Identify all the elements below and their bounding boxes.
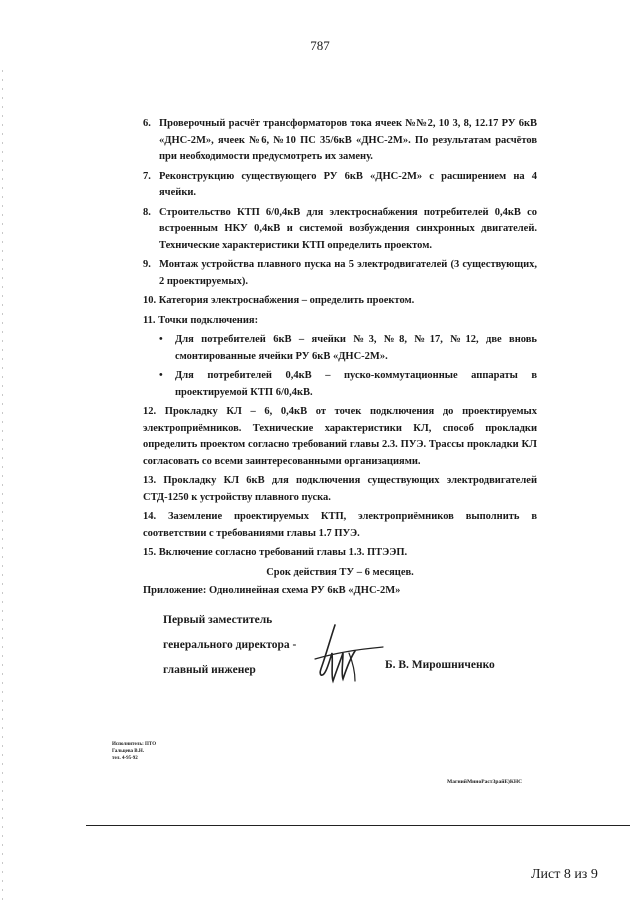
item-text: Точки подключения:	[158, 314, 259, 326]
item-text: Строительство КТП 6/0,4кВ для электроснабжения потребителей 0,4кВ со встроенным НКУ 0,4кВ и системой возбуждения синхронных двигателей. Технические характеристики КТП определить проектом.	[159, 206, 537, 251]
item-number: 15.	[143, 547, 157, 558]
list-item	[143, 205, 537, 255]
item-number: 12.	[143, 406, 157, 417]
executor-info	[112, 741, 156, 762]
sub-list-item	[143, 368, 537, 401]
handwritten-signature	[305, 623, 385, 685]
appendix-note: Приложение: Однолинейная схема РУ 6кВ «ДНС-2М»	[143, 585, 401, 596]
item-number: 14.	[143, 511, 157, 522]
list-item	[143, 293, 537, 310]
scan-margin-artifact	[2, 70, 3, 900]
item-number: 10.	[143, 295, 157, 306]
signatory-title-line: генерального директора -	[163, 639, 297, 651]
list-item	[143, 313, 537, 330]
item-number: 11.	[143, 314, 156, 326]
item-text: Прокладку КЛ 6кВ для подключения существующих электродвигателей СТД-1250 к устройству плавного пуска.	[143, 475, 538, 503]
requirements-list	[143, 116, 537, 600]
signatory-title	[163, 608, 296, 683]
signatory-name: Б. В. Мирошниченко	[385, 659, 495, 671]
page-number: 787	[310, 38, 330, 53]
item-text: Монтаж устройства плавного пуска на 5 электродвигателей (3 существующих, 2 проектируемых).	[159, 259, 537, 287]
item-text: Категория электроснабжения – определить проектом.	[158, 295, 415, 306]
sheet-counter: Лист 8 из 9	[531, 867, 598, 882]
item-number: 9.	[143, 259, 151, 270]
list-item	[143, 509, 537, 542]
list-item	[143, 116, 537, 166]
list-item	[143, 404, 537, 470]
item-number: 13.	[143, 475, 157, 486]
item-number: 6.	[143, 118, 151, 129]
list-item	[143, 257, 537, 290]
item-text: Заземление проектируемых КТП, электроприёмников выполнить в соответствии с требованиями главы 1.7 ПУЭ.	[143, 511, 537, 539]
item-text: Проверочный расчёт трансформаторов тока ячеек №№2, 10 3, 8, 12.17 РУ 6кВ «ДНС-2М», ячеек №6, №10 ПС 35/6кВ «ДНС-2М». По результатам расчётов при необходимости предусмотреть их замену.	[159, 118, 537, 162]
executor-line: Гальцева В.Н.	[112, 749, 145, 754]
divider	[86, 825, 630, 826]
signatory-title-line: Первый заместитель	[163, 614, 273, 626]
bullet-icon: •	[159, 370, 163, 381]
item-text: Включение согласно требований главы 1.3. ПТЭЭП.	[158, 547, 408, 558]
list-item	[143, 473, 537, 506]
item-text: Реконструкцию существующего РУ 6кВ «ДНС-2М» с расширением на 4 ячейки.	[159, 170, 537, 198]
bullet-icon: •	[159, 334, 163, 345]
executor-line: Исполнитель: ПТО	[112, 742, 157, 747]
validity-period: Срок действия ТУ – 6 месяцев.	[266, 566, 414, 578]
item-text: Прокладку КЛ – 6, 0,4кВ от точек подключения до проектируемых электроприёмников. Технические характеристики КЛ, способ прокладки определить проектом согласно требований главы 2.3. ПУЭ. Трассы прокладки КЛ согласовать со всеми заинтересованными организациями.	[143, 406, 538, 467]
sub-item-text: Для потребителей 0,4кВ – пуско-коммутационные аппараты в проектируемой КТП 6/0,4кВ.	[175, 370, 537, 398]
signatory-title-line: главный инженер	[163, 664, 256, 676]
executor-line: тел. 4-95-92	[112, 756, 138, 761]
item-number: 8.	[143, 206, 151, 218]
sub-item-text: Для потребителей 6кВ – ячейки №3, №8, №17, №12, две вновь смонтированные ячейки РУ 6кВ «ДНС-2М».	[175, 334, 537, 362]
sub-list-item	[143, 332, 537, 365]
list-item	[143, 545, 537, 562]
list-item	[143, 169, 537, 202]
item-number: 7.	[143, 170, 151, 182]
document-mark: МагнийМиноРастЗрайЕ)КНС	[447, 779, 523, 785]
